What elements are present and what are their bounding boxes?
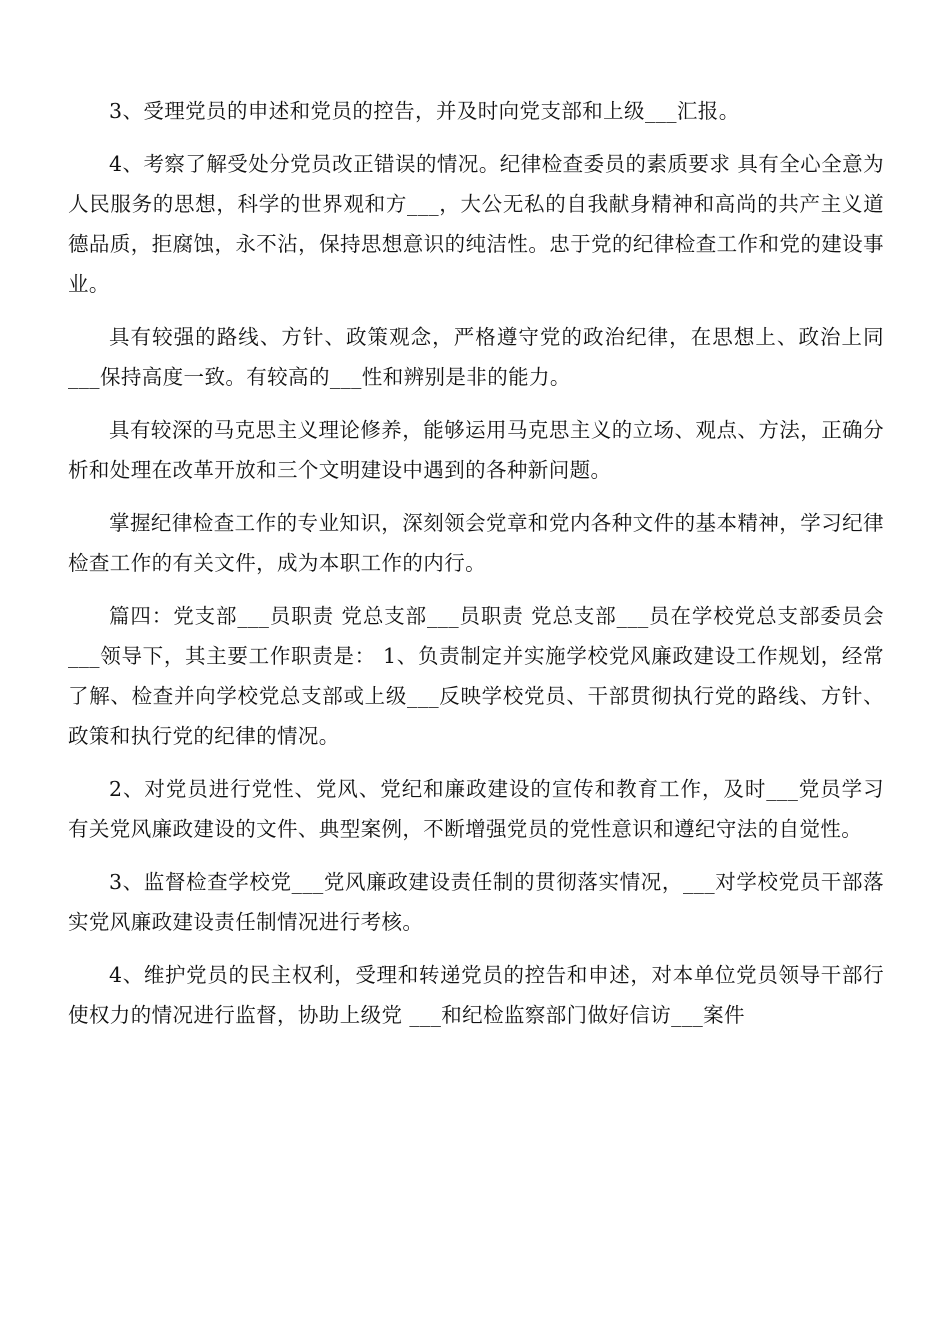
paragraph-section-four-duties: 篇四：党支部___员职责 党总支部___员职责 党总支部___员在学校党总支部委员会___领导下，其主要工作职责是： 1、负责制定并实施学校党风廉政建设工作规划，经常了解、检查并向学校党总支部或上级___反映学校党员、干部贯彻执行党的路线、方针、政策和执行党的纪律的情况。 (68, 604, 884, 748)
paragraph-political-stance: 具有较强的路线、方针、政策观念，严格遵守党的政治纪律，在思想上、政治上同___保持高度一致。有较高的___性和辨别是非的能力。 (68, 325, 884, 389)
paragraph-professional-knowledge: 掌握纪律检查工作的专业知识，深刻领会党章和党内各种文件的基本精神，学习纪律检查工作的有关文件，成为本职工作的内行。 (68, 511, 884, 575)
paragraph-supervision-inspection: 3、监督检查学校党___党风廉政建设责任制的贯彻落实情况，___对学校党员干部落实党风廉政建设责任制情况进行考核。 (68, 870, 884, 934)
paragraph-democratic-rights: 4、维护党员的民主权利，受理和转递党员的控告和申述，对本单位党员领导干部行使权力的情况进行监督，协助上级党 ___和纪检监察部门做好信访___案件 (68, 963, 884, 1027)
paragraph-education-work: 2、对党员进行党性、党风、党纪和廉政建设的宣传和教育工作，及时___党员学习有关党风廉政建设的文件、典型案例，不断增强党员的党性意识和遵纪守法的自觉性。 (68, 777, 884, 841)
paragraph-theory-cultivation: 具有较深的马克思主义理论修养，能够运用马克思主义的立场、观点、方法，正确分析和处理在改革开放和三个文明建设中遇到的各种新问题。 (68, 418, 884, 482)
paragraph-complaint-report: 3、受理党员的申述和党员的控告，并及时向党支部和上级___汇报。 (109, 99, 740, 123)
paragraph-discipline-requirements: 4、考察了解受处分党员改正错误的情况。纪律检查委员的素质要求 具有全心全意为人民服务的思想，科学的世界观和方___，大公无私的自我献身精神和高尚的共产主义道德品质，拒腐蚀，永不沾，保持思想意识的纯洁性。忠于党的纪律检查工作和党的建设事业。 (68, 152, 884, 296)
document-body (68, 91, 884, 1048)
